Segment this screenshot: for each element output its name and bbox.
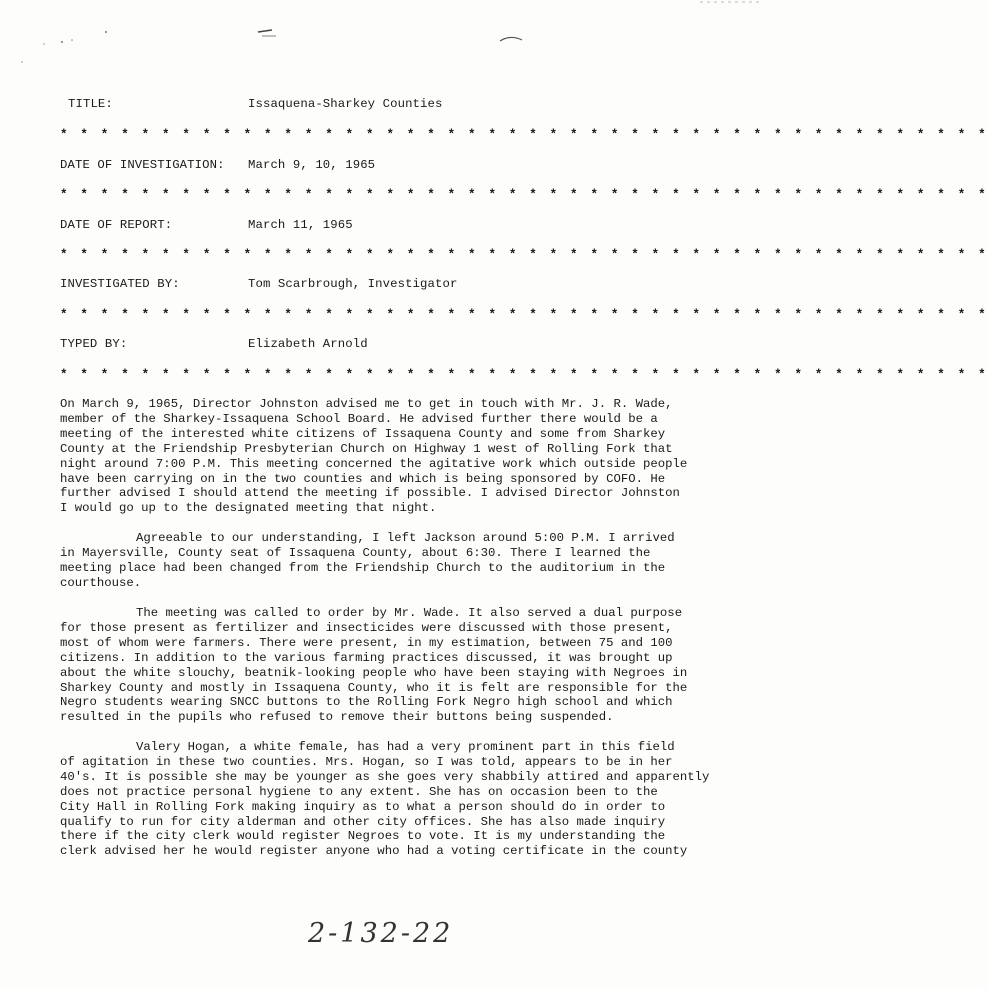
text-line: does not practice personal hygiene to any extent. She has on occasion been to the bbox=[60, 784, 658, 799]
text-line: in Mayersville, County seat of Issaquena County, about 6:30. There I learned the bbox=[60, 545, 651, 560]
paragraph-4 bbox=[60, 740, 740, 859]
typed-by-value: Elizabeth Arnold bbox=[248, 337, 368, 351]
text-line: I would go up to the designated meeting that night. bbox=[60, 501, 437, 516]
date-investigation-value: March 9, 10, 1965 bbox=[248, 158, 376, 172]
text-line: further advised I should attend the meeting if possible. I advised Director Johnston bbox=[60, 486, 680, 501]
date-report-label: DATE OF REPORT: bbox=[60, 218, 173, 232]
text-line: On March 9, 1965, Director Johnston advised me to get in touch with Mr. J. R. Wade, bbox=[60, 397, 673, 411]
title-label: TITLE: bbox=[68, 97, 113, 111]
text-line: qualify to run for city alderman and other city offices. She has also made inquiry bbox=[60, 814, 666, 829]
separator-4: * * * * * * * * * * * * * * * * * * * * * * * * * * * * * * * * * * * * * * * * * * * * * * bbox=[60, 308, 988, 322]
text-line: resulted in the pupils who refused to remove their buttons being suspended. bbox=[60, 710, 614, 725]
paragraph-3 bbox=[60, 606, 740, 725]
paragraph-2 bbox=[60, 531, 740, 591]
text-line: The meeting was called to order by Mr. Wade. It also served a dual purpose bbox=[136, 606, 683, 620]
text-line: there if the city clerk would register Negroes to vote. It is my understanding the bbox=[60, 829, 666, 844]
text-line: courthouse. bbox=[60, 575, 142, 590]
separator-3: * * * * * * * * * * * * * * * * * * * * * * * * * * * * * * * * * * * * * * * * * * * * * * bbox=[60, 248, 988, 262]
text-line: member of the Sharkey-Issaquena School Board. He advised further there would be a bbox=[60, 411, 658, 426]
text-line: for those present as fertilizer and insecticides were discussed with those present, bbox=[60, 620, 673, 635]
text-line: clerk advised her he would register anyone who had a voting certificate in the county bbox=[60, 844, 688, 859]
paragraph-1 bbox=[60, 397, 740, 516]
date-report-value: March 11, 1965 bbox=[248, 218, 353, 232]
text-line: Agreeable to our understanding, I left Jackson around 5:00 P.M. I arrived bbox=[136, 531, 675, 545]
text-line: County at the Friendship Presbyterian Church on Highway 1 west of Rolling Fork that bbox=[60, 441, 673, 456]
investigated-by-value: Tom Scarbrough, Investigator bbox=[248, 277, 458, 291]
text-line: Valery Hogan, a white female, has had a very prominent part in this field bbox=[136, 740, 675, 754]
text-line: Negro students wearing SNCC buttons to the Rolling Fork Negro high school and which bbox=[60, 695, 673, 710]
text-line: meeting place had been changed from the Friendship Church to the auditorium in the bbox=[60, 560, 666, 575]
investigated-by-label: INVESTIGATED BY: bbox=[60, 277, 180, 291]
text-line: citizens. In addition to the various farming practices discussed, it was brought up bbox=[60, 650, 673, 665]
handwritten-document-number: 2-132-22 bbox=[308, 918, 454, 949]
text-line: of agitation in these two counties. Mrs. Hogan, so I was told, appears to be in her bbox=[60, 754, 673, 769]
typed-by-label: TYPED BY: bbox=[60, 337, 128, 351]
text-line: 40's. It is possible she may be younger as she goes very shabbily attired and apparently bbox=[60, 769, 710, 784]
text-line: City Hall in Rolling Fork making inquiry as to what a person should do in order to bbox=[60, 799, 666, 814]
separator-5: * * * * * * * * * * * * * * * * * * * * * * * * * * * * * * * * * * * * * * * * * * * * * * bbox=[60, 368, 988, 382]
text-line: Sharkey County and mostly in Issaquena County, who it is felt are responsible for the bbox=[60, 680, 688, 695]
separator-1: * * * * * * * * * * * * * * * * * * * * * * * * * * * * * * * * * * * * * * * * * * * * * * bbox=[60, 128, 988, 142]
text-line: meeting of the interested white citizens of Issaquena County and some from Sharkey bbox=[60, 426, 666, 441]
text-line: have been carrying on in the two counties and which is being sponsored by COFO. He bbox=[60, 471, 666, 486]
text-line: about the white slouchy, beatnik-looking people who have been staying with Negroes in bbox=[60, 665, 688, 680]
separator-2: * * * * * * * * * * * * * * * * * * * * * * * * * * * * * * * * * * * * * * * * * * * * * * bbox=[60, 188, 988, 202]
text-line: night around 7:00 P.M. This meeting concerned the agitative work which outside people bbox=[60, 456, 688, 471]
date-investigation-label: DATE OF INVESTIGATION: bbox=[60, 158, 225, 172]
text-line: most of whom were farmers. There were present, in my estimation, between 75 and 100 bbox=[60, 635, 673, 650]
title-value: Issaquena-Sharkey Counties bbox=[248, 97, 443, 111]
